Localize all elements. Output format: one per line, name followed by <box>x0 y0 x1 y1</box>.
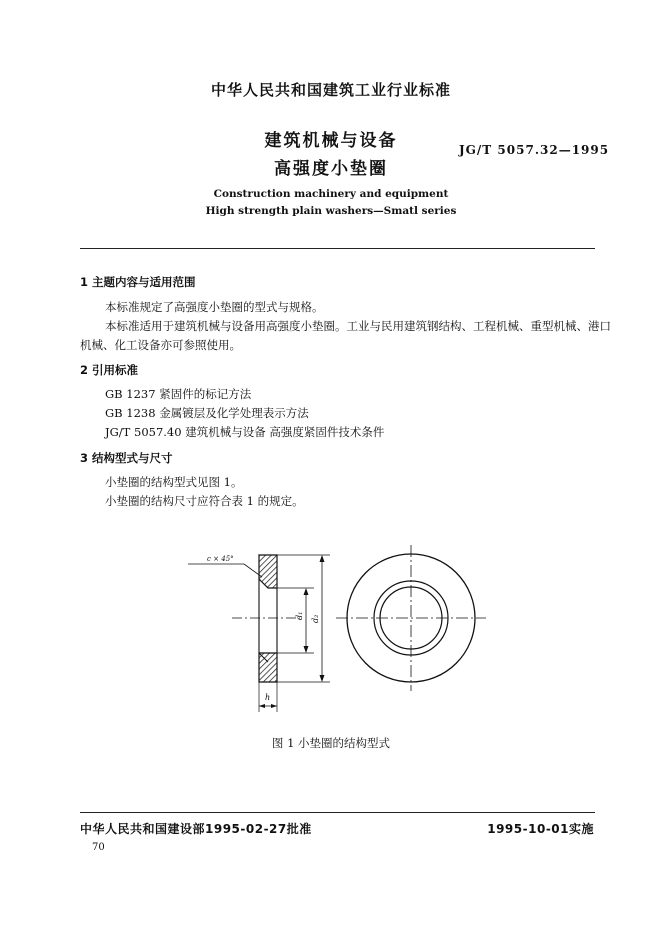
section-3-heading: 3 结构型式与尺寸 <box>80 451 173 465</box>
washer-plan-view <box>336 545 486 691</box>
reference-item-3: JG/T 5057.40 建筑机械与设备 高强度紧固件技术条件 <box>105 425 385 439</box>
chamfer-label: c × 45° <box>207 555 234 563</box>
footer-divider <box>80 812 595 813</box>
reference-item-2: GB 1238 金属镀层及化学处理表示方法 <box>105 406 309 420</box>
outer-diameter-label: d₂ <box>311 614 320 623</box>
issuer-approval: 中华人民共和国建设部1995-02-27批准 <box>80 822 312 836</box>
standard-category: 中华人民共和国建筑工业行业标准 <box>210 81 451 99</box>
section-3-line-2: 小垫圈的结构尺寸应符合表 1 的规定。 <box>105 494 304 508</box>
section-1-line-1: 本标准规定了高强度小垫圈的型式与规格。 <box>105 300 324 314</box>
title-line-2: 高强度小垫圈 <box>274 159 388 179</box>
section-1-line-2: 本标准适用于建筑机械与设备用高强度小垫圈。工业与民用建筑钢结构、工程机械、重型机械、港口 <box>105 319 611 333</box>
title-line-1: 建筑机械与设备 <box>264 131 398 151</box>
section-3-line-1: 小垫圈的结构型式见图 1。 <box>105 475 243 489</box>
thickness-label: h <box>265 693 271 702</box>
english-title-line-1: Construction machinery and equipment <box>213 188 449 200</box>
page-number: 70 <box>92 842 105 853</box>
figure-caption: 图 1 小垫圈的结构型式 <box>271 736 391 750</box>
reference-item-1: GB 1237 紧固件的标记方法 <box>105 387 252 401</box>
washer-section-view <box>188 555 330 712</box>
section-2-heading: 2 引用标准 <box>80 363 139 377</box>
section-1-line-3: 机械、化工设备亦可参照使用。 <box>80 338 241 352</box>
section-1-heading: 1 主题内容与适用范围 <box>80 275 196 289</box>
standard-code: JG/T 5057.32—1995 <box>459 143 610 157</box>
english-title-line-2: High strength plain washers—Smatl series <box>205 205 457 217</box>
inner-diameter-label: d₁ <box>295 611 304 620</box>
implementation-date: 1995-10-01实施 <box>487 822 594 836</box>
